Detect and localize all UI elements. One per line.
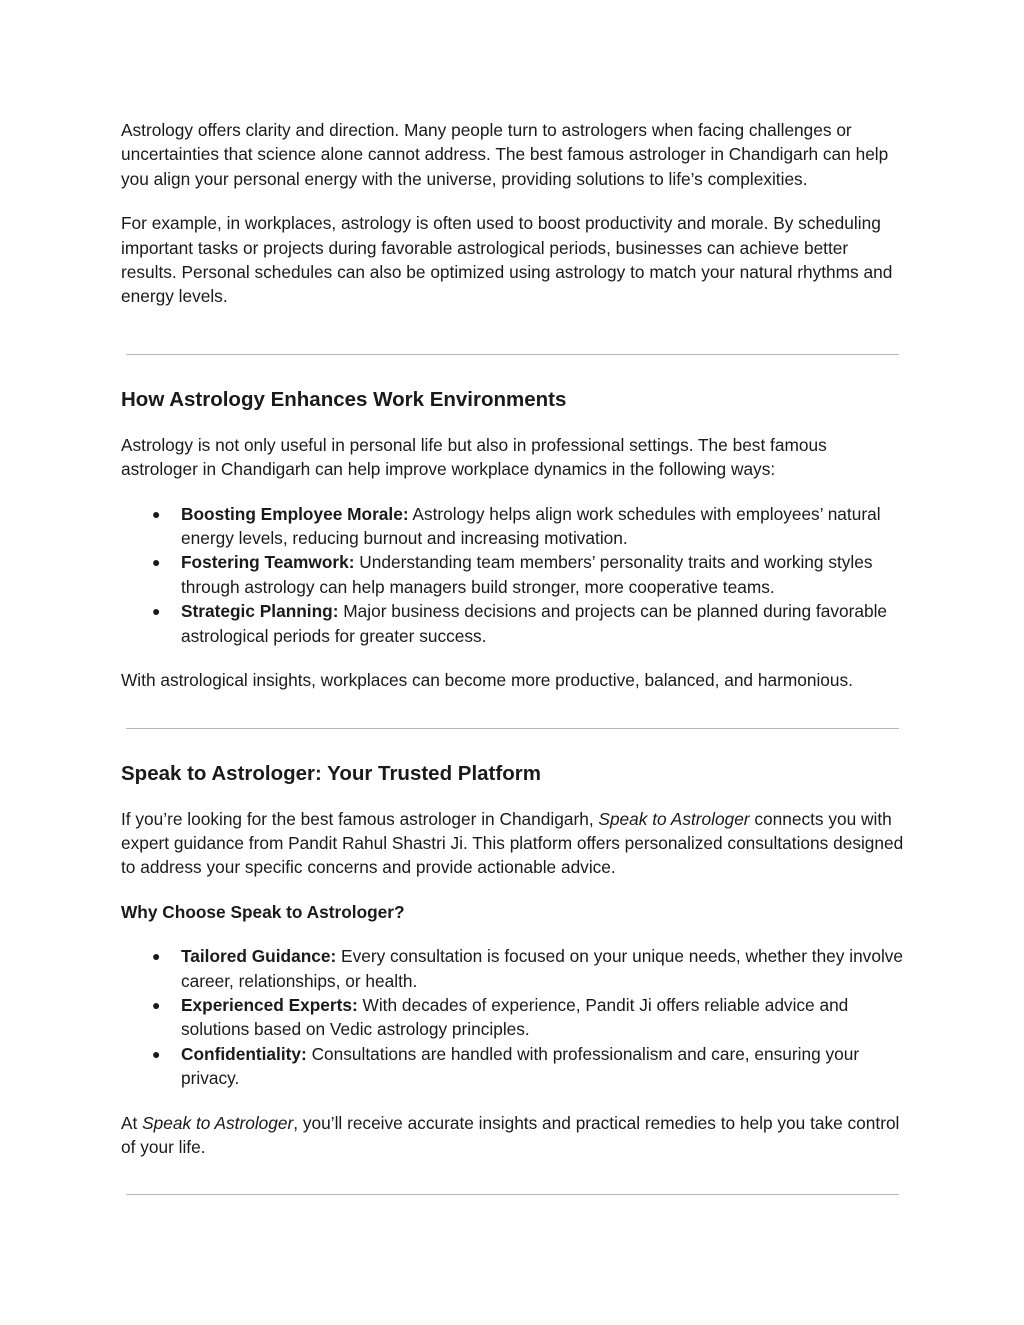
list-item-text: Astrology helps align work schedules with employees’ natural energy levels, reducing burnout and increasing motivation. [181, 503, 881, 549]
intro-paragraph-1: Astrology offers clarity and direction. Many people turn to astrologers when facing challenges or uncertainties that science alone cannot address. The best famous astrologer in Chandigarh can help you align your personal energy with the universe, providing solutions to life’s complexities. [121, 120, 889, 189]
section-divider [126, 728, 899, 729]
closing-text-end: , you’ll receive accurate insights and practical remedies to help you take control of your life. [121, 1112, 900, 1157]
section-divider [126, 1194, 899, 1195]
bullet-icon: ● [152, 505, 161, 522]
list-item-title: Fostering Teamwork: [181, 552, 355, 573]
bullet-icon: ● [152, 948, 161, 965]
closing-text-start: At [121, 1112, 143, 1133]
list-item [121, 502, 907, 551]
lead-text-end: connects you with expert guidance from Pandit Rahul Shastri Ji. This platform offers personalized consultations designed to address your specific concerns and provide actionable advice. [121, 808, 904, 878]
list-item [121, 1042, 907, 1091]
section2-lead-paragraph [121, 807, 907, 880]
section-heading-work: How Astrology Enhances Work Environments [121, 387, 567, 411]
list-item-title: Strategic Planning: [181, 601, 339, 622]
list-item-title: Confidentiality: [181, 1043, 307, 1064]
why-choose-list [121, 944, 907, 1090]
list-item-text: Consultations are handled with professionalism and care, ensuring your privacy. [181, 1043, 860, 1089]
section1-closing-paragraph: With astrological insights, workplaces can become more productive, balanced, and harmonious. [121, 670, 853, 691]
list-item-text: With decades of experience, Pandit Ji offers reliable advice and solutions based on Vedic astrology principles. [181, 994, 849, 1040]
list-item-title: Experienced Experts: [181, 994, 358, 1015]
bullet-icon: ● [152, 996, 161, 1013]
list-item [121, 944, 907, 993]
brand-name: Speak to Astrologer [142, 1112, 294, 1133]
list-item-title: Boosting Employee Morale: [181, 503, 409, 524]
why-choose-subheading: Why Choose Speak to Astrologer? [121, 901, 405, 922]
list-item [121, 993, 907, 1042]
section2-closing-paragraph [121, 1111, 907, 1160]
document-page [121, 118, 907, 1195]
list-item [121, 599, 907, 648]
bullet-icon: ● [152, 554, 161, 571]
bullet-icon: ● [152, 1045, 161, 1062]
brand-name: Speak to Astrologer [598, 808, 750, 829]
bullet-icon: ● [152, 603, 161, 620]
list-item-text: Major business decisions and projects can be planned during favorable astrological periods for greater success. [181, 601, 888, 646]
work-benefits-list [121, 502, 907, 648]
intro-paragraph-2: For example, in workplaces, astrology is often used to boost productivity and morale. By scheduling important tasks or projects during favorable astrological periods, businesses can achieve better results. Personal schedules can also be optimized using astrology to match your natural rhythms and energy levels. [121, 213, 893, 307]
list-item-title: Tailored Guidance: [181, 946, 337, 967]
lead-text-start: If you’re looking for the best famous astrologer in Chandigarh, [121, 808, 599, 829]
list-item-text: Understanding team members’ personality traits and working styles through astrology can help managers build stronger, more cooperative teams. [181, 552, 873, 597]
section-divider [126, 354, 899, 355]
list-item-text: Every consultation is focused on your unique needs, whether they involve career, relationships, or health. [181, 946, 904, 991]
section1-lead-paragraph: Astrology is not only useful in personal life but also in professional settings. The best famous astrologer in Chandigarh can help improve workplace dynamics in the following ways: [121, 434, 827, 480]
section-heading-platform: Speak to Astrologer: Your Trusted Platform [121, 761, 541, 785]
list-item [121, 550, 907, 599]
